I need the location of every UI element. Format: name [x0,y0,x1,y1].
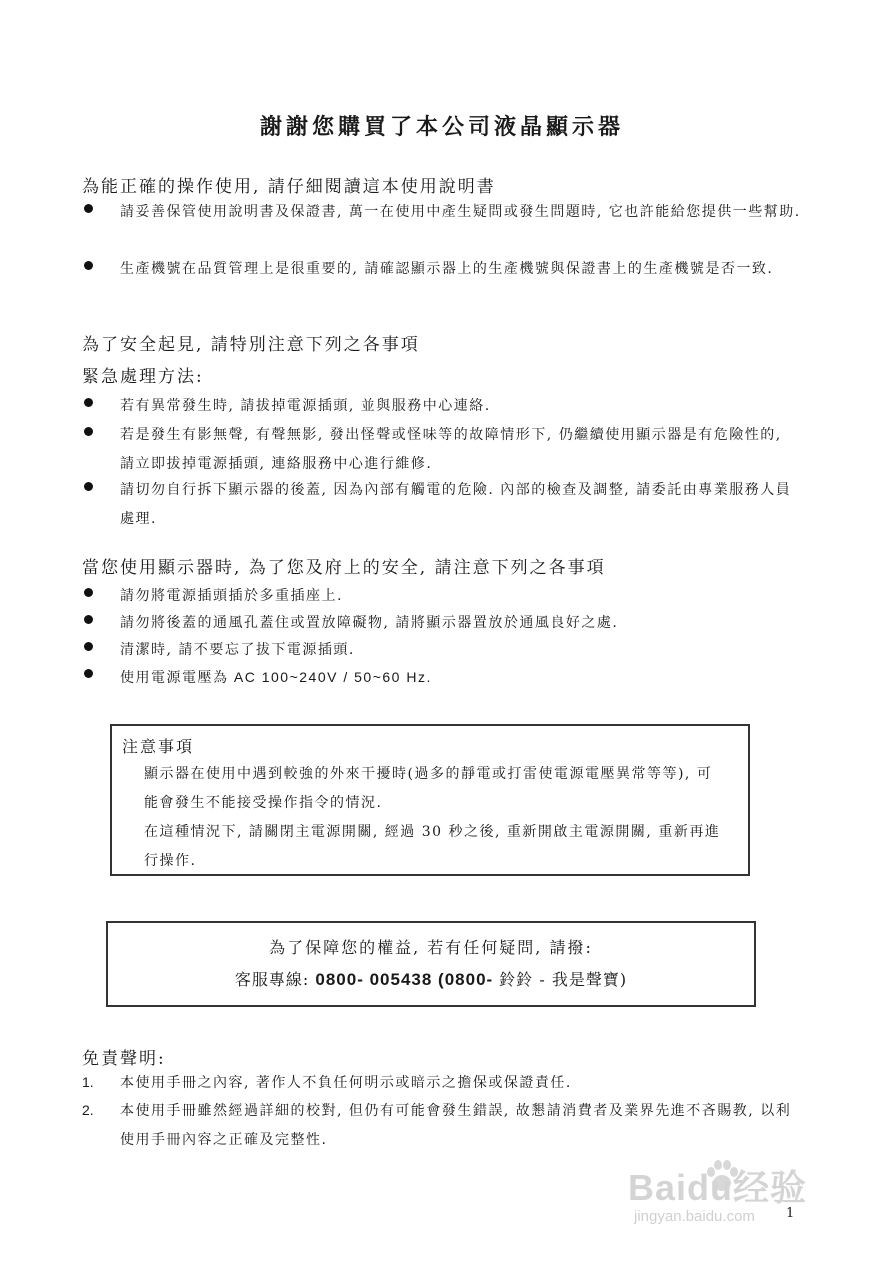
baidu-watermark [628,1150,848,1240]
list-item [82,1069,802,1098]
list-item-text: 使用電源電壓為 AC 100~240V / 50~60 Hz. [120,669,432,685]
bullet-icon [84,398,93,407]
watermark-url: jingyan.baidu.com [634,1208,755,1225]
watermark-brand: Baidu经验 [628,1167,808,1208]
bullet-icon [84,204,93,213]
list-item [82,198,802,227]
bullet-icon [84,642,93,651]
list-item-text: 生產機號在品質管理上是很重要的, 請確認顯示器上的生產機號與保證書上的生產機號是否一致. [120,261,774,277]
notice-paragraph: 顯示器在使用中遇到較強的外來干擾時(過多的靜電或打雷使電源電壓異常等等), 可能會發生不能接受操作指令的情況. [144,766,713,811]
item-number: 2. [82,1102,94,1118]
list-item-text: 請勿將電源插頭插於多重插座上. [120,588,343,604]
bullet-icon [84,669,93,678]
list-item-text: 請妥善保管使用說明書及保證書, 萬一在使用中產生疑問或發生問題時, 它也許能給您提供一些幫助. [120,204,801,220]
disclaimer-heading: 免責聲明: [82,1049,166,1069]
list-item-text: 若有異常發生時, 請拔掉電源插頭, 並與服務中心連絡. [120,398,491,414]
notice-paragraph: 在這種情況下, 請關閉主電源開關, 經過 30 秒之後, 重新開啟主電源開關, 重新再進行操作. [144,824,721,869]
section2-heading: 為了安全起見, 請特別注意下列之各事項 [82,335,420,355]
bullet-icon [84,482,93,491]
page-title: 謝謝您購買了本公司液晶顯示器 [259,114,624,140]
bullet-icon [84,427,93,436]
hotline-number: 0800- 005438 (0800- [315,970,494,989]
list-item-text: 請切勿自行拆下顯示器的後蓋, 因為內部有觸電的危險. 內部的檢查及調整, 請委託由專業服務人員處理. [120,482,792,527]
list-item-text: 若是發生有影無聲, 有聲無影, 發出怪聲或怪味等的故障情形下, 仍繼續使用顯示器是有危險性的, 請立即拔掉電源插頭, 連絡服務中心進行維修. [120,427,782,472]
section3-heading: 當您使用顯示器時, 為了您及府上的安全, 請注意下列之各事項 [82,558,606,578]
list-item [82,421,802,479]
list-item [82,609,802,638]
bullet-icon [84,261,93,270]
notice-title: 注意事項 [122,737,195,756]
list-item [82,476,802,534]
page-number: 1 [786,1206,795,1221]
hotline-label: 客服專線: [234,970,310,989]
hotline-suffix: 鈴鈴 - 我是聲寶) [499,970,628,989]
bullet-icon [84,588,93,597]
list-item [82,255,802,284]
list-item [82,1097,802,1155]
item-number: 1. [82,1074,94,1090]
section1-heading: 為能正確的操作使用, 請仔細閱讀這本使用說明書 [82,177,496,197]
list-item [82,636,802,665]
bullet-icon [84,615,93,624]
list-item [82,392,802,421]
list-item-text: 請勿將後蓋的通風孔蓋住或置放障礙物, 請將顯示器置放於通風良好之處. [120,615,619,631]
notice-box [110,724,750,876]
list-item-text: 清潔時, 請不要忘了拔下電源插頭. [120,642,355,658]
section2-subheading: 緊急處理方法: [82,367,204,387]
contact-box [106,921,756,1007]
list-item [82,663,802,692]
list-item-text: 本使用手冊雖然經過詳細的校對, 但仍有可能會發生錯誤, 故懇請消費者及業界先進不吝賜教, 以利使用手冊內容之正確及完整性. [120,1103,792,1148]
contact-hotline [108,967,754,990]
list-item-text: 本使用手冊之內容, 著作人不負任何明示或暗示之擔保或保證責任. [120,1075,572,1091]
list-item [82,582,802,611]
contact-intro: 為了保障您的權益, 若有任何疑問, 請撥: [269,938,593,957]
